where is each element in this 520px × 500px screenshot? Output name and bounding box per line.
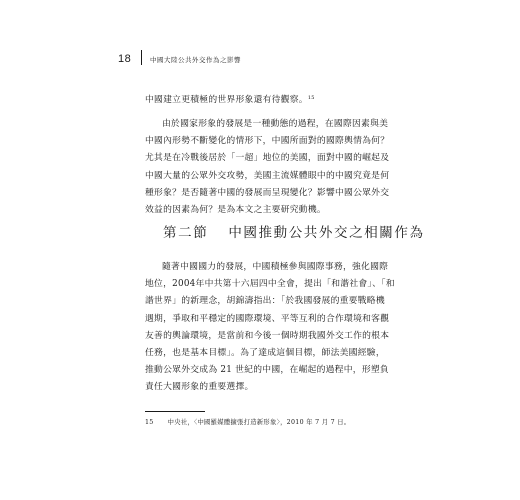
- intro-tail-text: 中國建立更積極的世界形象還有待觀察。: [145, 95, 308, 105]
- footnote-number: 15: [145, 419, 154, 426]
- footnote: [145, 417, 350, 426]
- paragraph-2-line: 責任大國形象的重要選擇。: [145, 382, 254, 393]
- paragraph-2: [145, 259, 395, 397]
- paragraph-1-line: 尤其是在冷戰後居於「一超」地位的美國，面對中國的崛起及: [145, 153, 390, 164]
- page-number: 18: [118, 53, 132, 65]
- paragraph-1-line: 效益的因素為何？是為本文之主要研究動機。: [145, 205, 326, 216]
- paragraph-2-line: 遇期，爭取和平穩定的國際環境、平等互利的合作環境和客觀: [145, 313, 390, 324]
- paragraph-2-line: 諧世界」的新理念，胡錦濤指出：「於我國發展的重要戰略機: [145, 296, 385, 307]
- section-label: 第二節: [163, 225, 209, 241]
- section-heading: [163, 221, 425, 241]
- footnote-ref: 15: [307, 95, 315, 101]
- paragraph-2-line: 地位，2004年中共第十六屆四中全會，提出「和諧社會」、「和: [145, 279, 395, 290]
- paragraph-2-line: 推動公眾外交成為 21 世紀的中國，在崛起的過程中，形塑負: [145, 365, 389, 376]
- paragraph-2-line: 任務，也是基本目標」。為了達成這個目標，師法美國經驗，: [145, 348, 385, 359]
- paragraph-1-line: 由於國家形象的發展是一種動態的過程，在國際因素與美: [162, 119, 389, 129]
- paragraph-1-line: 中國大量的公眾外交攻勢，美國主流媒體眼中的中國究竟是何: [145, 170, 390, 181]
- paragraph-2-line: 友善的輿論環境，是當前和今後一個時期我國外交工作的根本: [145, 330, 390, 341]
- paragraph-1: [145, 116, 390, 219]
- footnote-divider: [145, 411, 205, 412]
- running-title: 中國大陸公共外交作為之影響: [150, 55, 241, 64]
- running-header: [118, 52, 241, 66]
- paragraph-1-line: 中國內形勢不斷變化的情形下，中國所面對的國際輿情為何？: [145, 136, 390, 147]
- paragraph-1-line: 種形象？是否隨著中國的發展而呈現變化？影響中國公眾外交: [145, 187, 390, 198]
- header-divider: [141, 50, 142, 65]
- section-title: 中國推動公共外交之相關作為: [228, 225, 425, 241]
- intro-tail-line: [145, 90, 377, 109]
- intro-tail: [145, 90, 377, 109]
- footnote-text: 中央社，〈中國羅媒體擴張打造新形象〉，2010 年 7 月 7 日。: [167, 419, 351, 426]
- paragraph-2-line: 隨著中國國力的發展，中國積極參與國際事務，強化國際: [162, 262, 389, 272]
